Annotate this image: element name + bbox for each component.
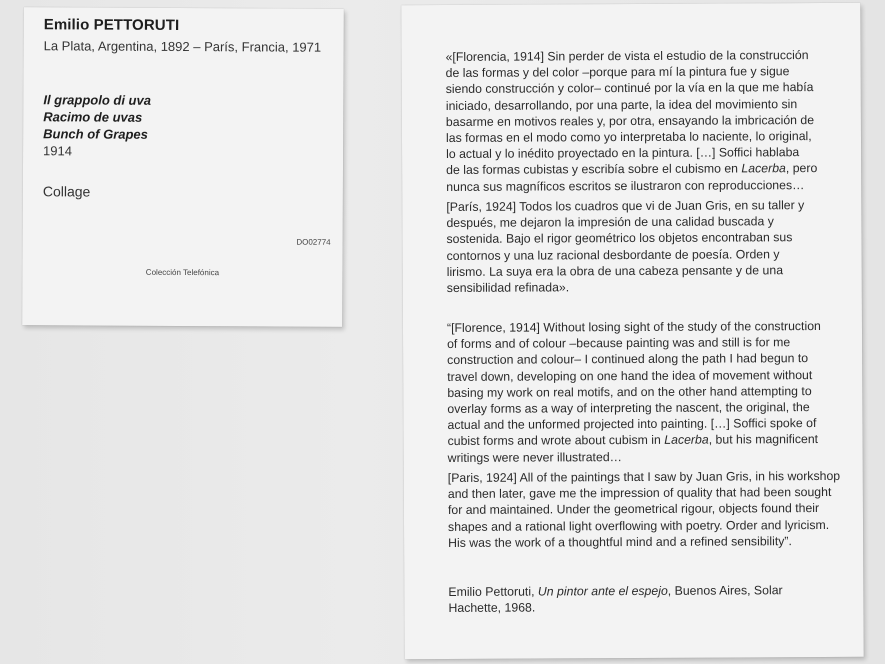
text-line: travel down, developing on one hand the idea of movement without <box>447 367 813 384</box>
text-line: overlay forms as a way of interpreting the nascent, the original, the <box>447 400 810 416</box>
text-line: contornos y una luz racional desbordante de poesía. Orden y <box>446 246 780 263</box>
citation-publisher: , Buenos Aires, Solar <box>667 583 783 598</box>
text-line <box>448 431 832 449</box>
text-line: sostenida. Bajo el rigor geométrico los objetos encontraban sus <box>446 230 793 247</box>
text-segment: cubist forms and wrote about cubism in <box>447 433 665 449</box>
source-citation <box>448 582 832 616</box>
text-line: writings were never illustrated… <box>447 449 622 465</box>
text-line: of forms and of colour –because painting was and still is for me <box>447 335 791 352</box>
text-line: basing my work on real motifs, and on the other hand attempting to <box>447 383 812 400</box>
english-paragraph-1 <box>447 318 832 466</box>
inventory-number: DO02774 <box>296 237 331 247</box>
artist-name: Emilio PETTORUTI <box>43 16 180 34</box>
text-line: for and maintained. Under the geometrical rigour, objects found their <box>447 501 820 518</box>
text-line <box>448 582 832 600</box>
artwork-titles <box>43 91 151 160</box>
collection-name: Colección Telefónica <box>145 267 220 278</box>
citation-author: Emilio Pettoruti, <box>448 584 538 599</box>
text-line: basarme en motivos reales y, por otra, ensayando la imbricación de <box>445 112 815 129</box>
text-line: His was the work of a thoughtful mind and a refined sensibility”. <box>448 533 792 550</box>
text-segment: , pero <box>785 161 818 176</box>
text-line: nunca sus magníficos escritos se ilustraron con reproducciones… <box>446 177 805 194</box>
text-line: Hachette, 1968. <box>448 600 536 616</box>
journal-title: Lacerba <box>741 161 786 176</box>
spanish-paragraph-1 <box>446 47 831 195</box>
text-line: sensibilidad refinada». <box>446 280 570 295</box>
text-line: de las formas y del color –porque para mí la pintura fue y sigue <box>445 64 790 81</box>
text-line: and then later, gave me the impression of quality that had been sought <box>447 485 832 502</box>
text-segment: , but his magnificent <box>708 432 819 448</box>
text-line <box>446 160 830 178</box>
spanish-paragraph-2 <box>446 197 831 296</box>
text-line: [París, 1924] Todos los cuadros que vi de Juan Gris, en su taller y <box>446 198 805 214</box>
text-line: «[Florencia, 1914] Sin perder de vista el estudio de la construcción <box>445 48 809 64</box>
text-line: después, me dejaron la impresión de una calidad buscada y <box>446 214 774 231</box>
text-line: [Paris, 1924] All of the paintings that I saw by Juan Gris, in his workshop <box>447 468 841 485</box>
text-line: “[Florence, 1914] Without losing sight of the study of the construction <box>446 319 821 335</box>
artwork-label-card <box>22 7 344 327</box>
english-paragraph-2 <box>447 468 841 551</box>
text-line: lo actual y lo inédito proyectado en la pintura. […] Soffici hablaba <box>446 145 800 162</box>
citation-book-title: Un pintor ante el espejo <box>537 583 668 599</box>
text-line: lirismo. La suya era la obra de una cabeza pensante y de una <box>446 263 784 279</box>
text-line: siendo construcción y color– continué por la vía en la que me había <box>445 80 814 97</box>
text-line: actual and the unformed projected into painting. […] Soffici spoke of <box>447 416 817 433</box>
artwork-year: 1914 <box>43 143 73 159</box>
artist-origin: La Plata, Argentina, 1892 – París, Francia, 1971 <box>43 38 322 55</box>
journal-title: Lacerba <box>664 433 709 448</box>
text-line: construction and colour– I continued along the path I had begun to <box>447 351 809 368</box>
title-spanish: Racimo de uvas <box>43 109 143 125</box>
text-segment: de las formas cubistas y escribía sobre el cubismo en <box>446 161 742 178</box>
text-line: iniciado, desarrollando, por una parte, la idea del movimiento sin <box>445 96 798 113</box>
quote-text-panel <box>401 3 863 659</box>
title-italian: Il grappolo di uva <box>43 92 152 108</box>
title-english: Bunch of Grapes <box>43 126 148 142</box>
text-line: las formas en el modo como yo interpretaba lo naciente, lo original, <box>445 129 812 145</box>
text-line: shapes and a rational light overflowing with poetry. Order and lyricism. <box>447 517 830 534</box>
artwork-medium: Collage <box>42 183 91 200</box>
